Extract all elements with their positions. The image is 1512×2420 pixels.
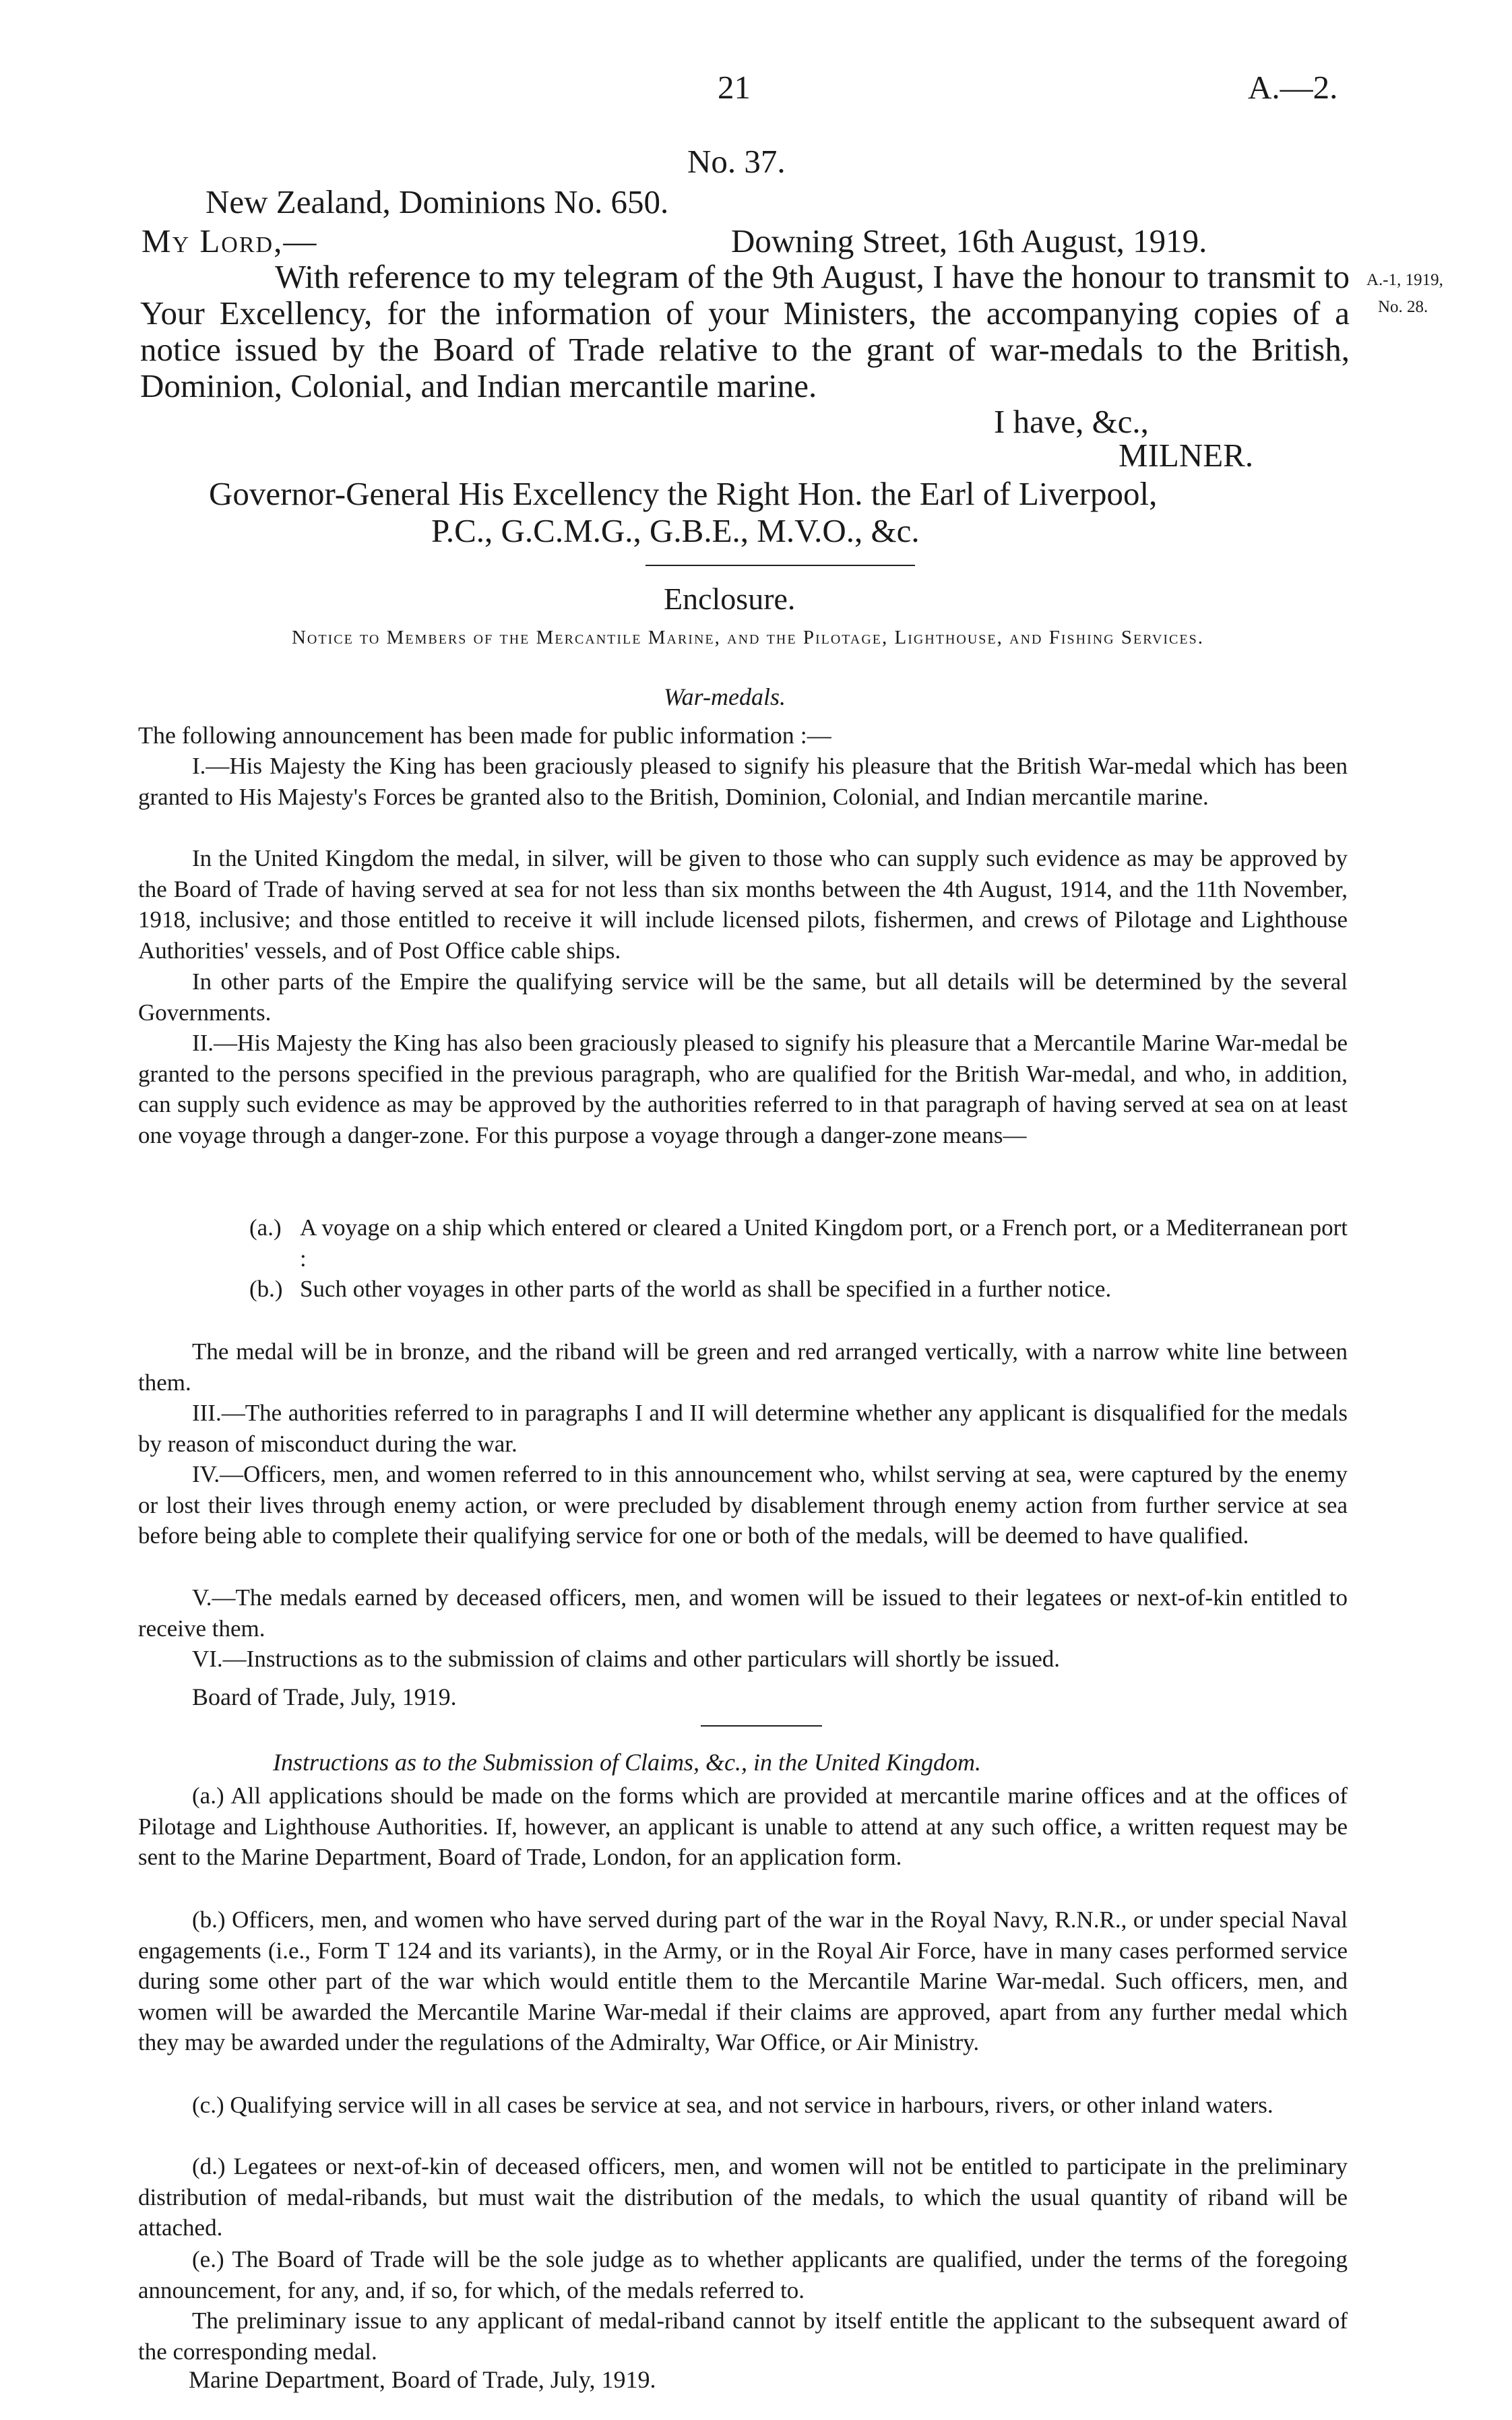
addressee-line-1: Governor-General His Excellency the Right Hon. the Earl of Liverpool, xyxy=(209,475,1158,512)
document-reference: A.—2. xyxy=(1248,69,1338,106)
signature: MILNER. xyxy=(1119,437,1254,474)
list-item-label: (a.) xyxy=(249,1214,282,1241)
dispatch-body: With reference to my telegram of the 9th August, I have the honour to transmit to Your Excellency, for the information of your Ministers, the accompanying copies of a notice issued by the Board of Trade relative to the grant of war-medals to the British, Dominion, Colonial, and Indian mercantile marine. xyxy=(140,258,1350,404)
page-number: 21 xyxy=(718,69,751,106)
closing: I have, &c., xyxy=(994,403,1149,440)
instruction-c: (c.) Qualifying service will in all cases be service at sea, and not service in harbours, rivers, or other inland waters. xyxy=(192,2092,1273,2118)
paragraph-empire: In other parts of the Empire the qualifying service will be the same, but all details will be determined by the several Governments. xyxy=(138,968,1348,1026)
paragraph-iv: IV.—Officers, men, and women referred to in this announcement who, whilst serving at sea, were captured by the enemy or lost their lives through enemy action, or were precluded by disablement through enemy action from further service at sea before being able to complete their qualifying service for one or both of the medals, will be deemed to have qualified. xyxy=(138,1461,1348,1549)
divider xyxy=(701,1725,822,1727)
margin-note-number: No. 28. xyxy=(1378,298,1428,316)
paragraph-medal-bronze: The medal will be in bronze, and the riband will be green and red arranged vertically, with a narrow white line between them. xyxy=(138,1338,1348,1396)
addressee-line-2: P.C., G.C.M.G., G.B.E., M.V.O., &c. xyxy=(431,512,920,549)
dispatch-number: No. 37. xyxy=(687,143,786,180)
board-of-trade-signoff: Board of Trade, July, 1919. xyxy=(192,1683,457,1710)
divider xyxy=(645,565,915,566)
enclosure-heading: Enclosure. xyxy=(664,582,796,616)
list-item-a xyxy=(249,1212,1348,1274)
list-item-text: Such other voyages in other parts of the world as shall be specified in a further notice. xyxy=(300,1276,1112,1302)
list-item-text: A voyage on a ship which entered or cleared a United Kingdom port, or a French port, or a Mediterranean port : xyxy=(300,1214,1348,1272)
instructions-heading: Instructions as to the Submission of Claims, &c., in the United Kingdom. xyxy=(273,1749,981,1776)
paragraph-uk-medal: In the United Kingdom the medal, in silver, will be given to those who can supply such evidence as may be approved by the Board of Trade of having served at sea for not less than six months between the 4th August, 1914, and the 11th November, 1918, inclusive; and those entitled to receive it will include licensed pilots, fishermen, and crews of Pilotage and Lighthouse Authorities' vessels, and of Post Office cable ships. xyxy=(138,845,1348,964)
instruction-b: (b.) Officers, men, and women who have served during part of the war in the Royal Navy, R.N.R., or under special Naval engagements (i.e., Form T 124 and its variants), in the Army, or in the Royal Air Force, have in many cases performed service during some other part of the war which would entitle them to the Mercantile Marine War-medal. Such officers, men, and women will be awarded the Mercantile Marine War-medal if their claims are approved, apart from any further medal which they may be awarded under the regulations of the Admiralty, War Office, or Air Ministry. xyxy=(138,1906,1348,2055)
paragraph-vi: VI.—Instructions as to the submission of claims and other particulars will shortly be issued. xyxy=(192,1646,1060,1672)
paragraph-ii: II.—His Majesty the King has also been graciously pleased to signify his pleasure that a Mercantile Marine War-medal be granted to the persons specified in the previous paragraph, who are qualified for the British War-medal, and who, in addition, can supply such evidence as may be approved by the authorities referred to in that paragraph of having served at sea on at least one voyage through a danger-zone. For this purpose a voyage through a danger-zone means— xyxy=(138,1030,1348,1148)
dispatch-series: New Zealand, Dominions No. 650. xyxy=(206,183,669,220)
intro-text: The following announcement has been made for public information :— xyxy=(138,722,831,749)
subheading-war-medals: War-medals. xyxy=(664,683,786,710)
instruction-e: (e.) The Board of Trade will be the sole judge as to whether applicants are qualified, under the terms of the foregoing announcement, for any, and, if so, for which, of the medals referred to. xyxy=(138,2246,1348,2303)
list-item-label: (b.) xyxy=(249,1276,283,1302)
instruction-d: (d.) Legatees or next-of-kin of deceased officers, men, and women will not be entitled to participate in the preliminary distribution of medal-ribands, but must wait the distribution of the medals, to which the usual quantity of riband will be attached. xyxy=(138,2153,1348,2241)
marine-department-signoff: Marine Department, Board of Trade, July, 1919. xyxy=(189,2366,656,2393)
notice-title: Notice to Members of the Mercantile Marine, and the Pilotage, Lighthouse, and Fishing Services. xyxy=(291,627,1204,648)
paragraph-iii: III.—The authorities referred to in paragraphs I and II will determine whether any applicant is disqualified for the medals by reason of misconduct during the war. xyxy=(138,1400,1348,1457)
salutation: My Lord,— xyxy=(141,222,318,259)
instruction-a: (a.) All applications should be made on the forms which are provided at mercantile marine offices and at the offices of Pilotage and Lighthouse Authorities. If, however, an applicant is unable to attend at any such office, a written request may be sent to the Marine Department, Board of Trade, London, for an application form. xyxy=(138,1782,1348,1870)
paragraph-i: I.—His Majesty the King has been graciously pleased to signify his pleasure that the British War-medal which has been granted to His Majesty's Forces be granted also to the British, Dominion, Colonial, and Indian mercantile marine. xyxy=(138,753,1348,810)
instruction-riband-note: The preliminary issue to any applicant of medal-riband cannot by itself entitle the applicant to the subsequent award of the corresponding medal. xyxy=(138,2307,1348,2365)
place-date: Downing Street, 16th August, 1919. xyxy=(731,222,1207,259)
margin-note-ref: A.-1, 1919, xyxy=(1366,271,1443,289)
paragraph-v: V.—The medals earned by deceased officers, men, and women will be issued to their legatees or next-of-kin entitled to receive them. xyxy=(138,1584,1348,1642)
list-item-b xyxy=(249,1274,1348,1305)
